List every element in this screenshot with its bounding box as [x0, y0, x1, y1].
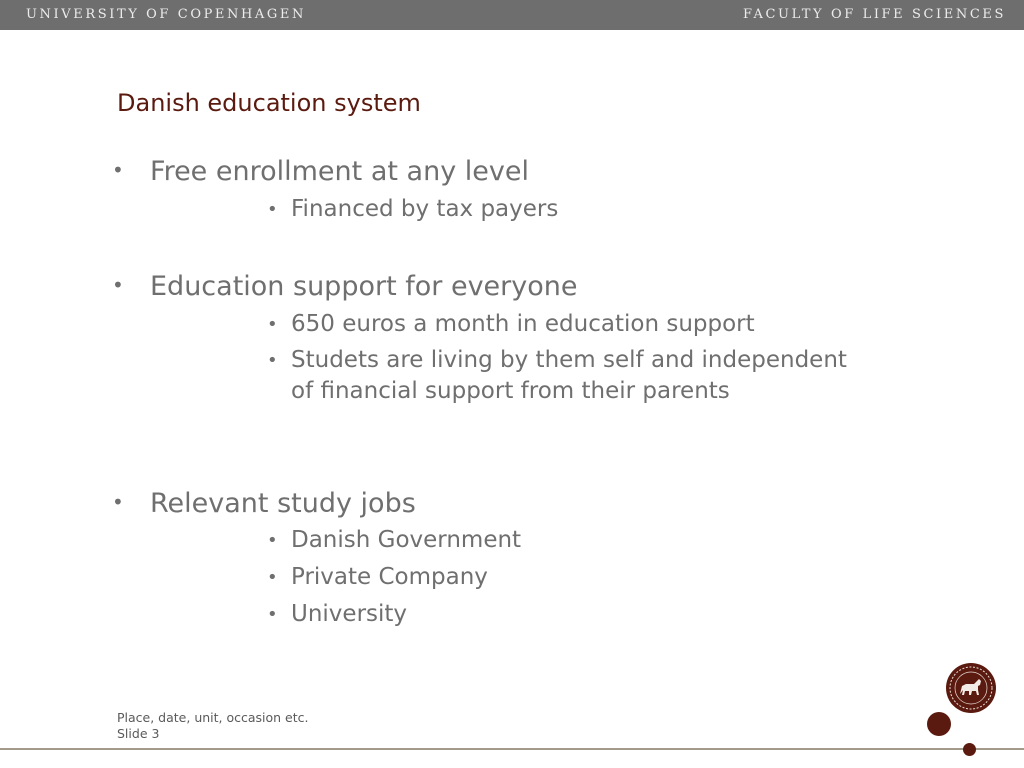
- university-seal-icon: [945, 662, 997, 714]
- bullet-icon: •: [267, 199, 278, 220]
- slide-footer: [117, 710, 309, 742]
- bullet-icon: •: [112, 158, 124, 182]
- bullet-text: Studets are living by them self and independent of financial support from their parents: [291, 347, 847, 404]
- footer-divider: [0, 748, 1024, 750]
- bullet-text: Education support for everyone: [150, 271, 578, 302]
- university-name: UNIVERSITY OF COPENHAGEN: [26, 7, 306, 22]
- bullet-icon: •: [112, 273, 124, 297]
- bullet-text: 650 euros a month in education support: [291, 311, 755, 337]
- bullet-text: Financed by tax payers: [291, 196, 559, 222]
- bullet-level2-financed: [267, 194, 847, 225]
- bullet-level1-free-enrollment: [112, 153, 529, 189]
- bullet-text: Danish Government: [291, 527, 522, 553]
- bullet-level2-students-independent: [267, 345, 847, 407]
- decorative-dot-large: [927, 712, 951, 736]
- bullet-level1-study-jobs: [112, 485, 416, 521]
- footer-slide-number: Slide 3: [117, 726, 160, 741]
- bullet-level2-650-euros: [267, 309, 847, 340]
- bullet-icon: •: [267, 314, 278, 335]
- bullet-level2-private-company: [267, 562, 847, 593]
- bullet-icon: •: [267, 530, 278, 551]
- decorative-dot-small: [963, 743, 976, 756]
- bullet-icon: •: [267, 350, 278, 371]
- bullet-level2-university: [267, 599, 847, 630]
- bullet-level1-education-support: [112, 268, 577, 304]
- bullet-text: Relevant study jobs: [150, 488, 416, 519]
- slide-title: Danish education system: [117, 89, 421, 117]
- bullet-level2-danish-government: [267, 525, 847, 556]
- bullet-icon: •: [267, 604, 278, 625]
- bullet-icon: •: [112, 490, 124, 514]
- bullet-text: University: [291, 601, 408, 627]
- bullet-icon: •: [267, 567, 278, 588]
- footer-place-date: Place, date, unit, occasion etc.: [117, 710, 309, 725]
- faculty-name: FACULTY OF LIFE SCIENCES: [743, 7, 1006, 22]
- bullet-text: Free enrollment at any level: [150, 156, 529, 187]
- bullet-text: Private Company: [291, 564, 488, 590]
